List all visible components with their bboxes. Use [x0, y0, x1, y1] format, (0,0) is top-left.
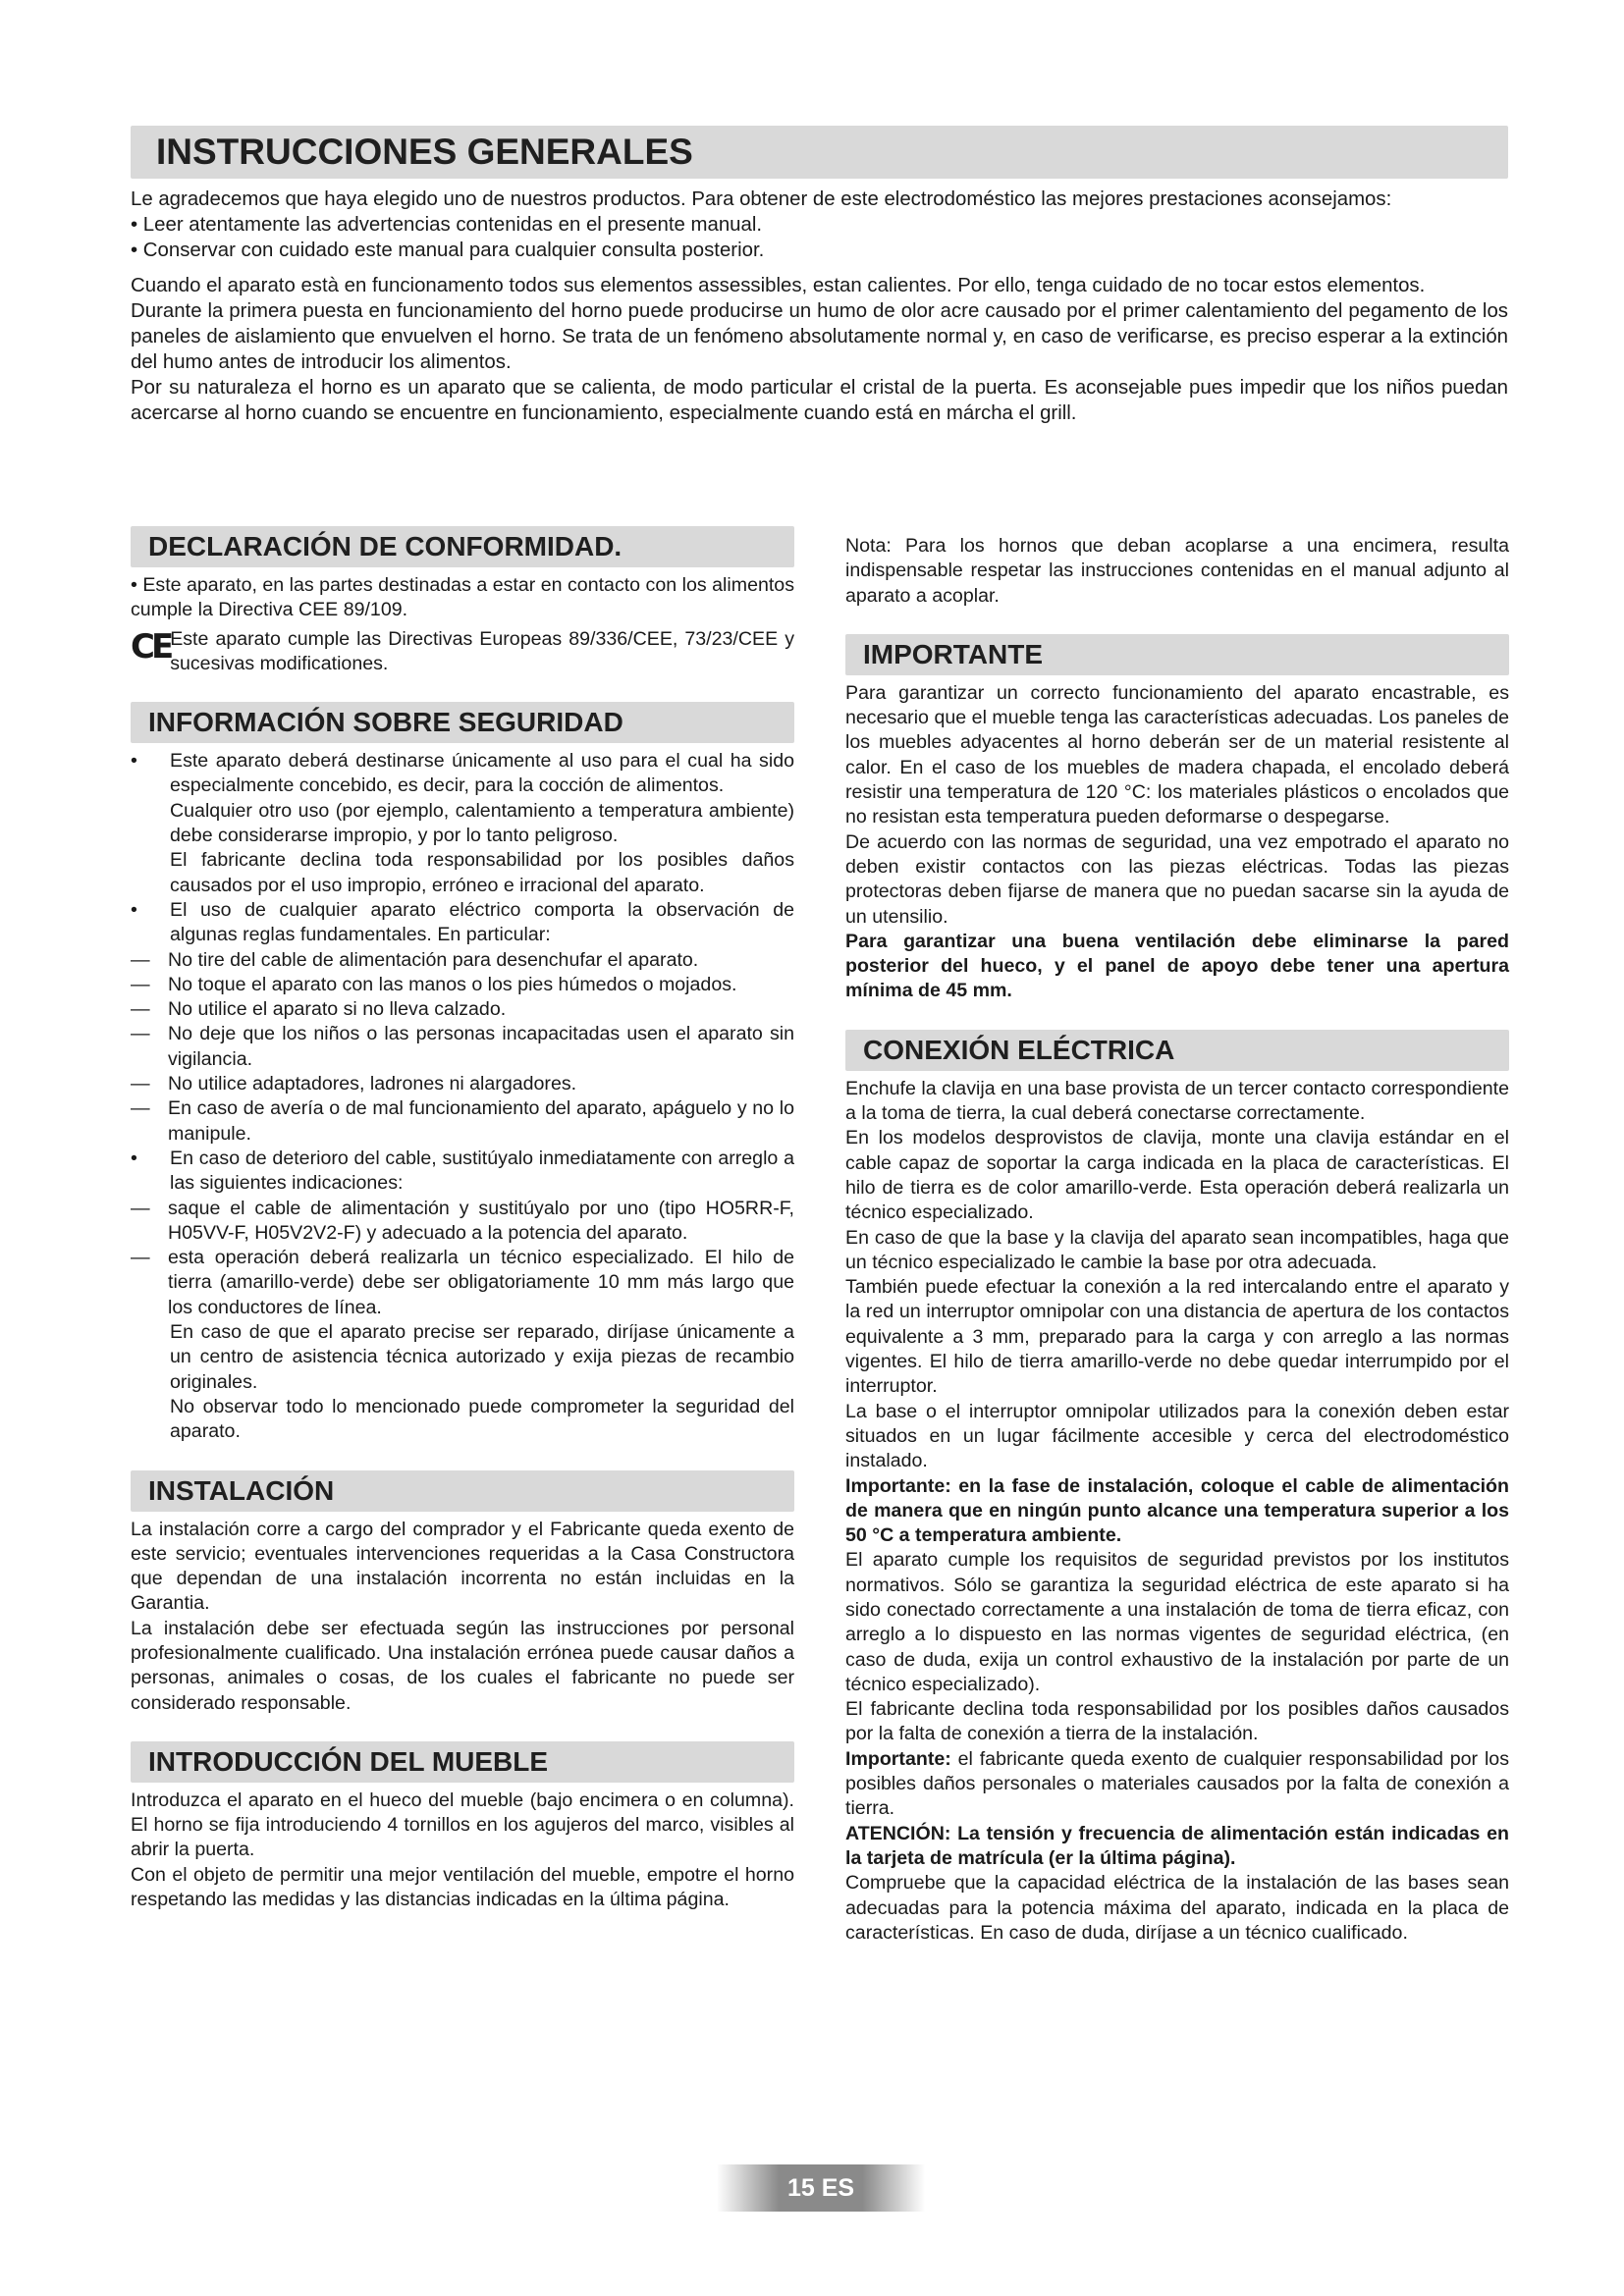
bullet-icon: • [131, 1147, 137, 1169]
dash-icon: — [131, 1073, 150, 1095]
page-title: INSTRUCCIONES GENERALES [131, 126, 1508, 179]
list-item: — esta operación deberá realizarla un técnico especializado. El hilo de tierra (amarillo-verde) debe ser obligatoriamente 10 mm más largo que los conductores de línea. [131, 1246, 794, 1320]
intro-paragraph: Por su naturaleza el horno es un aparato que se calienta, de modo particular el cristal de la puerta. Es aconsejable pues impedir que los niños puedan acercarse al horno cuando se encuentre en funcionamiento, especialmente cuando está en márcha el grill. [131, 377, 1508, 424]
right-column [845, 534, 1509, 1946]
paragraph: En caso de que la base y la clavija del aparato sean incompatibles, haga que un técnico especializado le cambie la base por otra adecuada. [845, 1226, 1509, 1273]
paragraph: Compruebe que la capacidad eléctrica de la instalación de las bases sean adecuadas para la potencia máxima del aparato, indicada en la placa de características. En caso de duda, diríjase a un técnico cualificado. [845, 1872, 1509, 1944]
dash-icon: — [131, 1197, 150, 1219]
section-heading-mueble: INTRODUCCIÓN DEL MUEBLE [131, 1741, 794, 1783]
intro-bullet: • Leer atentamente las advertencias contenidas en el presente manual. [131, 214, 763, 236]
ce-mark-icon: CE [131, 626, 171, 667]
paragraph: El fabricante declina toda responsabilidad por los posibles daños causados por la falta de conexión a tierra de la instalación. [845, 1698, 1509, 1745]
paragraph: Importante: el fabricante queda exento de cualquier responsabilidad por los posibles daños personales o materiales causados por la falta de conexión a tierra. [845, 1747, 1509, 1820]
paragraph: También puede efectuar la conexión a la red intercalando entre el aparato y la red un interruptor omnipolar con una distancia de apertura de los contactos equivalente a 3 mm, preparado para la carga y con arreglo a las normas vigentes. El hilo de tierra amarillo-verde no debe quedar interrumpido por el interruptor. [845, 1276, 1509, 1398]
paragraph: La instalación corre a cargo del comprador y el Fabricante queda exento de este servicio; eventuales intervenciones requeridas a la Casa Constructora que dependan de una instalación incorrenta no están incluidas en la Garantia. [131, 1518, 794, 1615]
paragraph: Para garantizar un correcto funcionamiento del aparato encastrable, es necesario que el mueble tenga las características adecuadas. Los paneles de los muebles adyacentes al horno deberán ser de un material resistente al calor. En el caso de los muebles de madera chapada, el encolado deberá resistir una temperatura de 120 °C: los materiales plásticos o encolados que no resistan esta temperatura pueden deformarse o despegarse. [845, 681, 1509, 828]
list-item: • El uso de cualquier aparato eléctrico comporta la observación de algunas reglas fundamentales. En particular: [131, 898, 794, 948]
list-item: • En caso de deterioro del cable, sustitúyalo inmediatamente con arreglo a las siguientes indicaciones: [131, 1147, 794, 1197]
dash-icon: — [131, 973, 150, 995]
intro-section [131, 187, 1508, 426]
section-heading-instalacion: INSTALACIÓN [131, 1470, 794, 1512]
list-item: — En caso de avería o de mal funcionamiento del aparato, apáguelo y no lo manipule. [131, 1096, 794, 1147]
dash-icon: — [131, 1247, 150, 1269]
list-item: — No utilice el aparato si no lleva calzado. [131, 997, 794, 1022]
intro-paragraph: Cuando el aparato està en funcionamento todos sus elementos assessibles, estan calientes. Por ello, tenga cuidado de no tocar estos elementos. [131, 275, 1426, 296]
section-heading-importante: IMPORTANTE [845, 634, 1509, 675]
dash-icon: — [131, 948, 150, 971]
bullet-icon: • [131, 750, 137, 773]
paragraph: La instalación debe ser efectuada según las instrucciones por personal profesionalmente cualificado. Una instalación errónea puede causar daños a personas, animales o cosas, de los cuales el fabricante no puede ser considerado responsable. [131, 1617, 794, 1714]
paragraph: De acuerdo con las normas de seguridad, una vez empotrado el aparato no deben existir contactos con las piezas eléctricas. Todas las piezas protectoras deben fijarse de manera que no puedan sacarse sin la ayuda de un utensilio. [845, 830, 1509, 928]
list-item: • Este aparato deberá destinarse únicamente al uso para el cual ha sido especialmente concebido, es decir, para la cocción de alimentos. [131, 749, 794, 799]
paragraph: Con el objeto de permitir una mejor ventilación del mueble, empotre el horno respetando las medidas y las distancias indicadas en la última página. [131, 1863, 794, 1911]
ce-declaration [131, 627, 794, 677]
paragraph: No observar todo lo mencionado puede comprometer la seguridad del aparato. [170, 1395, 794, 1443]
intro-bullet: • Conservar con cuidado este manual para cualquier consulta posterior. [131, 240, 765, 261]
label-importante: Importante: [845, 1747, 951, 1770]
paragraph-bold: Importante: en la fase de instalación, coloque el cable de alimentación de manera que en ningún punto alcance una temperatura superior a los 50 °C a temperatura ambiente. [845, 1474, 1509, 1547]
declaracion-text: Este aparato cumple las Directivas Europeas 89/336/CEE, 73/23/CEE y sucesivas modificationes. [170, 627, 794, 674]
paragraph-bold: Para garantizar una buena ventilación debe eliminarse la pared posterior del hueco, y el panel de apoyo debe tener una apertura mínima de 45 mm. [845, 930, 1509, 1002]
paragraph: Cualquier otro uso (por ejemplo, calentamiento a temperatura ambiente) debe considerarse impropio, y por lo tanto peligroso. [170, 799, 794, 847]
bullet-icon: • [131, 898, 137, 921]
intro-paragraph: Durante la primera puesta en funcionamiento del horno puede producirse un humo de olor acre causado por el primer calentamiento del pegamento de los paneles de aislamiento que envuelven el horno. Se trata de un fenómeno absolutamente normal y, en caso de verificarse, es preciso esperar a la extinción del humo antes de introducir los alimentos. [131, 300, 1508, 373]
paragraph-bold: ATENCIÓN: La tensión y frecuencia de alimentación están indicadas en la tarjeta de matrícula (er la última página). [845, 1822, 1509, 1869]
list-item: — saque el cable de alimentación y sustitúyalo por uno (tipo HO5RR-F, H05VV-F, H05V2V2-F) y adecuado a la potencia del aparato. [131, 1197, 794, 1247]
section-heading-conexion: CONEXIÓN ELÉCTRICA [845, 1030, 1509, 1071]
page-number: 15 ES [717, 2164, 925, 2212]
list-item: — No tire del cable de alimentación para desenchufar el aparato. [131, 948, 794, 973]
section-heading-declaracion: DECLARACIÓN DE CONFORMIDAD. [131, 526, 794, 567]
paragraph: El aparato cumple los requisitos de seguridad previstos por los institutos normativos. Sólo se garantiza la seguridad eléctrica de este aparato si ha sido conectado correctamente a una instalación de toma de tierra eficaz, con arreglo a lo dispuesto en las normas vigentes de seguridad eléctrica, (en caso de duda, exija un control exhaustivo de la instalación por parte de un técnico especializado). [845, 1549, 1509, 1695]
list-item: — No toque el aparato con las manos o los pies húmedos o mojados. [131, 973, 794, 997]
declaracion-text: • Este aparato, en las partes destinadas a estar en contacto con los alimentos cumple la Directiva CEE 89/109. [131, 574, 794, 621]
dash-icon: — [131, 998, 150, 1021]
list-item: — No deje que los niños o las personas incapacitadas usen el aparato sin vigilancia. [131, 1022, 794, 1072]
paragraph: Enchufe la clavija en una base provista de un tercer contacto correspondiente a la toma de tierra, la cual deberá conectarse correctamente. [845, 1077, 1509, 1125]
left-column [131, 526, 794, 1912]
dash-icon: — [131, 1023, 150, 1045]
dash-icon: — [131, 1097, 150, 1120]
paragraph: El fabricante declina toda responsabilidad por los posibles daños causados por el uso impropio, erróneo e irracional del aparato. [170, 849, 794, 896]
paragraph: La base o el interruptor omnipolar utilizados para la conexión deben estar situados en un lugar fácilmente accesible y cerca del electrodoméstico instalado. [845, 1400, 1509, 1472]
paragraph: En los modelos desprovistos de clavija, monte una clavija estándar en el cable capaz de soportar la carga indicada en la placa de características. El hilo de tierra es de color amarillo-verde. Esta operación deberá realizarla un técnico especializado. [845, 1127, 1509, 1224]
paragraph: Introduzca el aparato en el hueco del mueble (bajo encimera o en columna). El horno se fija introduciendo 4 tornillos en los agujeros del marco, visibles al abrir la puerta. [131, 1789, 794, 1861]
paragraph: En caso de que el aparato precise ser reparado, diríjase únicamente a un centro de asistencia técnica autorizado y exija piezas de recambio originales. [170, 1321, 794, 1393]
nota-paragraph: Nota: Para los hornos que deban acoplarse a una encimera, resulta indispensable respetar las instrucciones contenidas en el manual adjunto al aparato a acoplar. [845, 535, 1509, 607]
intro-paragraph: Le agradecemos que haya elegido uno de nuestros productos. Para obtener de este electrodoméstico las mejores prestaciones aconsejamos: [131, 188, 1392, 210]
list-item: — No utilice adaptadores, ladrones ni alargadores. [131, 1072, 794, 1096]
section-heading-seguridad: INFORMACIÓN SOBRE SEGURIDAD [131, 702, 794, 743]
